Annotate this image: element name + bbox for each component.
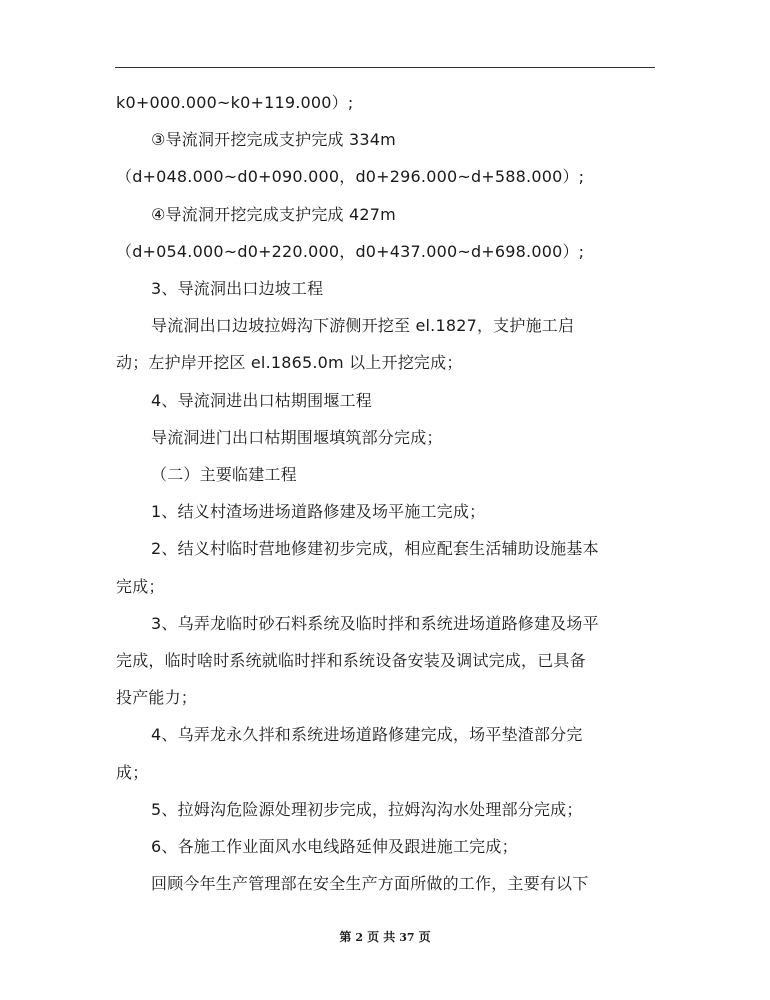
header-rule [115,67,655,68]
text-line: 5、拉姆沟危险源处理初步完成，拉姆沟沟水处理部分完成； [151,800,583,819]
text-line: 4、导流洞进出口枯期围堰工程 [151,391,372,410]
text-line: 导流洞进门出口枯期围堰填筑部分完成； [151,428,443,447]
text-line: 回顾今年生产管理部在安全生产方面所做的工作，主要有以下 [151,874,589,893]
text-line: 导流洞出口边坡拉姆沟下游侧开挖至 el.1827，支护施工启 [151,316,575,335]
text-line: 完成，临时啥时系统就临时拌和系统设备安装及调试完成，已具备 [116,651,586,670]
text-line: 投产能力； [116,688,198,707]
text-line: （d+054.000~d0+220.000，d0+437.000~d+698.000）; [116,242,585,261]
text-line: 2、结义村临时营地修建初步完成，相应配套生活辅助设施基本 [151,539,599,558]
text-line: 动；左护岸开挖区 el.1865.0m 以上开挖完成； [116,353,463,372]
text-line: 3、导流洞出口边坡工程 [151,279,324,298]
text-line: 完成； [116,577,165,596]
text-line: ④导流洞开挖完成支护完成 427m [151,205,396,224]
page-number: 2 [355,931,364,944]
page-footer [0,928,770,945]
footer-middle: 页 共 [367,930,396,944]
text-line: 6、各施工作业面风水电线路延伸及跟进施工完成； [151,837,518,856]
text-line: ③导流洞开挖完成支护完成 334m [151,130,396,149]
text-line: （d+048.000~d0+090.000，d0+296.000~d+588.000）; [116,167,585,186]
text-line: 1、结义村渣场进场道路修建及场平施工完成； [151,502,486,521]
section-heading: （二）主要临建工程 [151,465,297,484]
footer-suffix: 页 [418,930,431,944]
text-line: k0+000.000~k0+119.000）; [116,93,354,112]
text-line: 4、乌弄龙永久拌和系统进场道路修建完成，场平垫渣部分完 [151,725,583,744]
footer-prefix: 第 [339,930,352,944]
text-line: 3、乌弄龙临时砂石料系统及临时拌和系统进场道路修建及场平 [151,614,599,633]
text-line: 成； [116,763,149,782]
total-pages: 37 [399,931,415,944]
